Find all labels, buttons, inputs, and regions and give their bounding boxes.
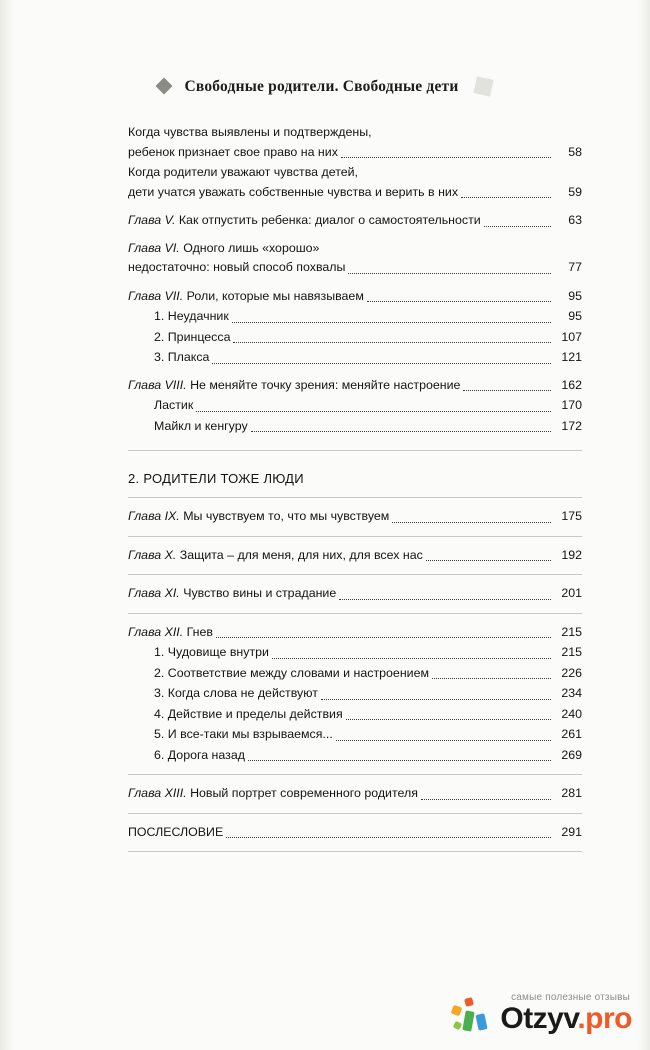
- table-of-contents: [128, 123, 582, 861]
- divider: [128, 536, 582, 537]
- toc-subentry[interactable]: [128, 705, 582, 725]
- toc-subentry-page: 226: [561, 665, 582, 680]
- toc-entry-page: 63: [568, 213, 582, 227]
- toc-line: Когда чувства выявлены и подтверждены,: [128, 125, 372, 139]
- toc-entry-page: 59: [568, 184, 582, 199]
- toc-entry-title: ребенок признает свое право на них: [128, 144, 338, 159]
- watermark-wordmark: [500, 1004, 632, 1036]
- toc-subentry-page: 234: [561, 686, 582, 700]
- toc-subentry-title: 4. Действие и пределы действия: [154, 706, 343, 721]
- leader-dots: [341, 157, 551, 158]
- divider: [128, 813, 582, 814]
- toc-subentry-title: 3. Плакса: [154, 350, 210, 364]
- toc-subentry-title: Ластик: [154, 398, 194, 412]
- toc-chapter-label: Глава XI. Чувство вины и страдание: [128, 586, 337, 600]
- leader-dots: [463, 390, 551, 391]
- leader-dots: [212, 363, 551, 364]
- toc-line: Когда родители уважают чувства детей,: [128, 165, 358, 179]
- toc-subentry-title: 1. Чудовище внутри: [154, 645, 269, 659]
- toc-chapter-11[interactable]: [128, 584, 582, 604]
- divider: [128, 574, 582, 575]
- watermark-logo[interactable]: [452, 998, 632, 1036]
- toc-subentry-title: 5. И все-таки мы взрываемся...: [154, 727, 333, 741]
- toc-entry: [128, 183, 582, 203]
- toc-entry-title: дети учатся уважать собственные чувства и верить в них: [128, 184, 459, 199]
- toc-afterword[interactable]: [128, 823, 582, 843]
- watermark-name: Otzyv: [500, 1002, 578, 1035]
- toc-subentry-page: 215: [561, 645, 582, 659]
- toc-chapter-5[interactable]: [128, 211, 582, 231]
- toc-chapter-label: Глава V. Как отпустить ребенка: диалог о самостоятельности: [128, 213, 481, 227]
- toc-entry: [128, 143, 582, 163]
- toc-entry-page: 175: [561, 509, 582, 523]
- leader-dots: [272, 658, 551, 659]
- toc-subentry-page: 172: [561, 418, 582, 433]
- toc-subentry-page: 269: [561, 747, 582, 762]
- toc-entry-page: 77: [568, 260, 582, 274]
- toc-entry-page: 291: [561, 824, 582, 839]
- watermark-suffix: .pro: [577, 1002, 632, 1035]
- toc-continued-group: [128, 123, 582, 202]
- spacer: [128, 232, 582, 239]
- toc-chapter-label: Глава X. Защита – для меня, для них, для всех нас: [128, 547, 423, 562]
- running-head-text: Свободные родители. Свободные дети: [184, 78, 459, 96]
- toc-chapter-label: Глава VIII. Не меняйте точку зрения: меняйте настроение: [128, 377, 461, 392]
- spacer: [128, 204, 582, 211]
- toc-entry-page: 281: [561, 786, 582, 800]
- toc-entry-page: 192: [561, 547, 582, 562]
- toc-subentry[interactable]: [128, 664, 582, 684]
- leader-dots: [421, 799, 551, 800]
- toc-subentry[interactable]: [128, 684, 582, 704]
- divider: [128, 613, 582, 614]
- toc-chapter-8[interactable]: [128, 376, 582, 396]
- leader-dots: [196, 411, 551, 412]
- leader-dots: [336, 740, 551, 741]
- toc-entry-title: ПОСЛЕСЛОВИЕ: [128, 824, 224, 839]
- divider: [128, 497, 582, 498]
- toc-subentry-page: 95: [568, 309, 582, 323]
- divider: [128, 851, 582, 852]
- toc-chapter-9[interactable]: [128, 507, 582, 527]
- leader-dots: [233, 342, 551, 343]
- toc-subentry[interactable]: [128, 746, 582, 766]
- leader-dots: [339, 599, 551, 600]
- square-ornament-icon: [473, 76, 493, 96]
- toc-subentry-page: 240: [561, 706, 582, 721]
- divider: [128, 450, 582, 451]
- toc-subentry-title: Майкл и кенгуру: [154, 418, 248, 433]
- leader-dots: [348, 273, 551, 274]
- toc-chapter-label: Глава XIII. Новый портрет современного родителя: [128, 786, 418, 800]
- part-heading: 2. РОДИТЕЛИ ТОЖЕ ЛЮДИ: [128, 471, 304, 486]
- toc-entry-title: недостаточно: новый способ похвалы: [128, 260, 346, 274]
- toc-subentry[interactable]: [128, 348, 582, 368]
- divider: [128, 774, 582, 775]
- toc-subentry-page: 121: [561, 350, 582, 364]
- toc-subentry-title: 1. Неудачник: [154, 309, 229, 323]
- toc-chapter-label: Глава VII. Роли, которые мы навязываем: [128, 288, 364, 303]
- toc-subentry[interactable]: [128, 328, 582, 348]
- leader-dots: [226, 837, 551, 838]
- toc-entry-page: 162: [561, 377, 582, 392]
- toc-chapter-10[interactable]: [128, 546, 582, 566]
- watermark-caption: самые полезные отзывы: [511, 992, 630, 1003]
- leader-dots: [321, 699, 551, 700]
- toc-chapter-13[interactable]: [128, 784, 582, 804]
- otzyv-logo-icon: [452, 998, 492, 1036]
- toc-entry-page: 215: [561, 624, 582, 639]
- toc-subentry[interactable]: [128, 643, 582, 663]
- toc-entry-page: 95: [568, 288, 582, 303]
- running-head: [0, 78, 650, 97]
- toc-subentry-page: 107: [561, 329, 582, 344]
- toc-subentry-title: 2. Принцесса: [154, 329, 231, 344]
- leader-dots: [426, 560, 551, 561]
- leader-dots: [367, 301, 551, 302]
- toc-subentry[interactable]: [128, 417, 582, 437]
- toc-chapter-6-line2: [128, 258, 582, 278]
- toc-subentry[interactable]: [128, 725, 582, 745]
- toc-chapter-7[interactable]: [128, 287, 582, 307]
- toc-subentry-page: 261: [561, 727, 582, 741]
- toc-chapter-label: Глава IX. Мы чувствуем то, что мы чувствуем: [128, 509, 390, 523]
- toc-chapter-label: Глава XII. Гнев: [128, 624, 213, 639]
- toc-subentry-title: 3. Когда слова не действуют: [154, 686, 318, 700]
- leader-dots: [248, 760, 551, 761]
- toc-subentry-page: 170: [561, 398, 582, 412]
- toc-chapter-label: Глава VI. Одного лишь «хорошо»: [128, 240, 320, 255]
- toc-entry-page: 58: [568, 144, 582, 159]
- leader-dots: [484, 226, 551, 227]
- toc-subentry[interactable]: [128, 307, 582, 327]
- leader-dots: [346, 719, 551, 720]
- toc-entry-page: 201: [561, 586, 582, 600]
- toc-chapter-12[interactable]: [128, 623, 582, 643]
- toc-subentry-title: 6. Дорога назад: [154, 747, 245, 762]
- leader-dots: [432, 678, 551, 679]
- toc-chapter-6[interactable]: [128, 239, 582, 278]
- spacer: [128, 369, 582, 376]
- toc-subentry[interactable]: [128, 396, 582, 416]
- diamond-ornament-icon: [156, 78, 173, 95]
- leader-dots: [461, 197, 551, 198]
- toc-subentry-title: 2. Соответствие между словами и настроением: [154, 665, 429, 680]
- leader-dots: [216, 637, 551, 638]
- leader-dots: [251, 431, 551, 432]
- leader-dots: [232, 322, 551, 323]
- leader-dots: [392, 522, 551, 523]
- spacer: [128, 280, 582, 287]
